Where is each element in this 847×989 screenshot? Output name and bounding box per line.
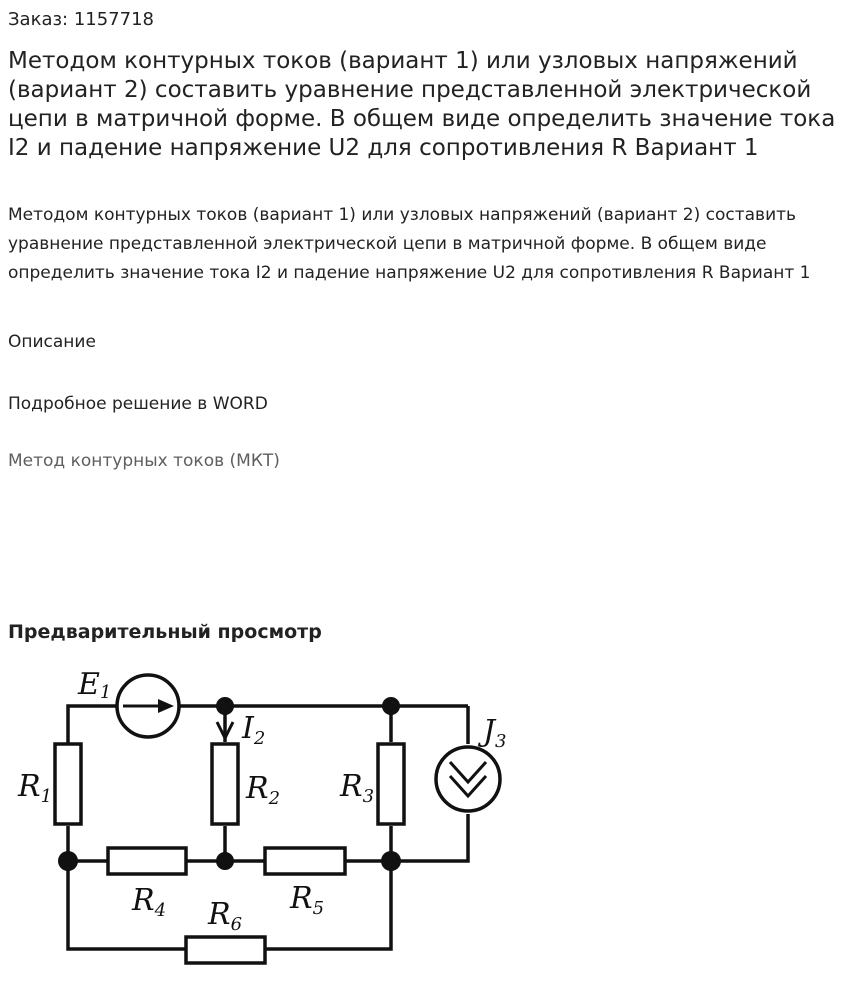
resistor-r3 [378, 744, 404, 824]
current-source-j3 [436, 747, 500, 811]
circuit-wires [68, 706, 468, 949]
label-i2: $I_2$ [242, 711, 266, 749]
detail-text: Подробное решение в WORD [8, 394, 268, 414]
node [216, 697, 234, 715]
circuit-diagram [8, 658, 538, 978]
node [216, 852, 234, 870]
page-title: Методом контурных токов (вариант 1) или узловых напряжений (вариант 2) составить уравнение представленной электрической цепи в матричной форме. В общем виде определить значение тока I2 и падение напряжение U2 для сопротивления R Вариант 1 [8, 48, 836, 161]
description-label: Описание [8, 332, 96, 352]
description-text: Методом контурных токов (вариант 1) или узловых напряжений (вариант 2) составить уравнение представленной электрической цепи в матричной форме. В общем виде определить значение тока I2 и падение напряжение U2 для сопротивления R Вариант 1 [8, 205, 811, 283]
emf-source-e1 [117, 675, 179, 737]
label-r4: $R_4$ [132, 883, 167, 921]
label-r3: $R_3$ [340, 769, 375, 807]
preview-title: Предварительный просмотр [8, 621, 322, 643]
resistor-r2 [212, 744, 238, 824]
node [58, 851, 78, 871]
resistor-r4 [108, 848, 186, 874]
label-r6: $R_6$ [208, 897, 243, 935]
label-r5: $R_5$ [290, 881, 325, 919]
label-e1: E1 [78, 667, 112, 703]
resistor-r1 [55, 744, 81, 824]
method-text: Метод контурных токов (МКТ) [8, 451, 280, 471]
node [382, 697, 400, 715]
label-r2: $R_2$ [246, 771, 281, 809]
label-r1: $R_1$ [18, 769, 53, 807]
order-number: Заказ: 1157718 [8, 9, 154, 30]
resistor-r6 [186, 937, 265, 963]
resistor-r5 [265, 848, 345, 874]
node [381, 851, 401, 871]
label-j3: $J_3$ [483, 714, 507, 752]
